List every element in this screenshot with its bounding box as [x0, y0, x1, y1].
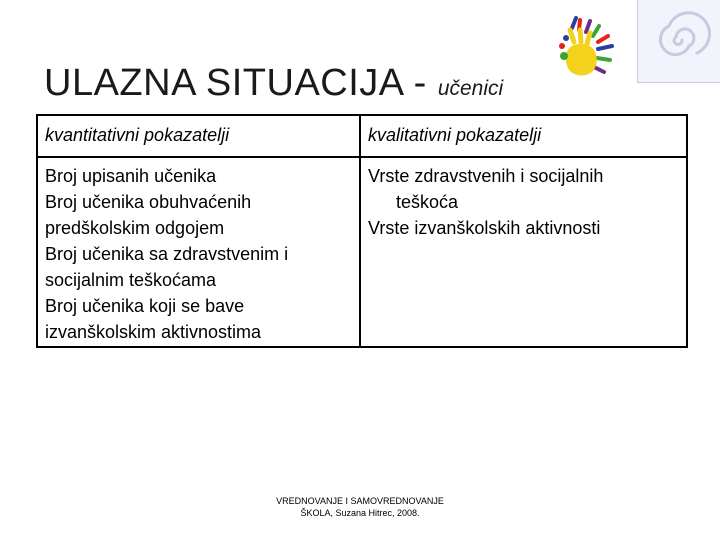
- list-item: teškoća: [396, 192, 459, 212]
- list-item: izvanškolskim aktivnostima: [45, 322, 262, 342]
- spiral-decoration: [637, 0, 720, 83]
- footer-line: VREDNOVANJE I SAMOVREDNOVANJE: [276, 496, 444, 506]
- table-header-quantitative: kvantitativni pokazatelji: [38, 116, 361, 158]
- list-item: Broj upisanih učenika: [45, 166, 217, 186]
- footer-line: ŠKOLA, Suzana Hitrec, 2008.: [300, 508, 420, 518]
- list-item: Broj učenika koji se bave: [45, 296, 245, 316]
- quantitative-indicators-cell: [38, 158, 361, 346]
- spiral-icon: [638, 0, 720, 82]
- table-header-qualitative: kvalitativni pokazatelji: [361, 116, 686, 158]
- handprint-icon: [552, 16, 628, 82]
- slide-title-main: ULAZNA SITUACIJA -: [44, 62, 438, 104]
- list-item: Broj učenika sa zdravstvenim i: [45, 244, 289, 264]
- list-item: socijalnim teškoćama: [45, 270, 217, 290]
- indicators-table: [36, 114, 688, 348]
- slide-title: [44, 62, 503, 105]
- qualitative-indicators-cell: [361, 158, 686, 346]
- list-item: predškolskim odgojem: [45, 218, 225, 238]
- list-item: Vrste izvanškolskih aktivnosti: [368, 218, 601, 238]
- list-item: Vrste zdravstvenih i socijalnih: [368, 166, 604, 186]
- slide-title-sub: učenici: [437, 77, 504, 100]
- list-item: Broj učenika obuhvaćenih: [45, 192, 252, 212]
- slide-footer: [240, 495, 480, 519]
